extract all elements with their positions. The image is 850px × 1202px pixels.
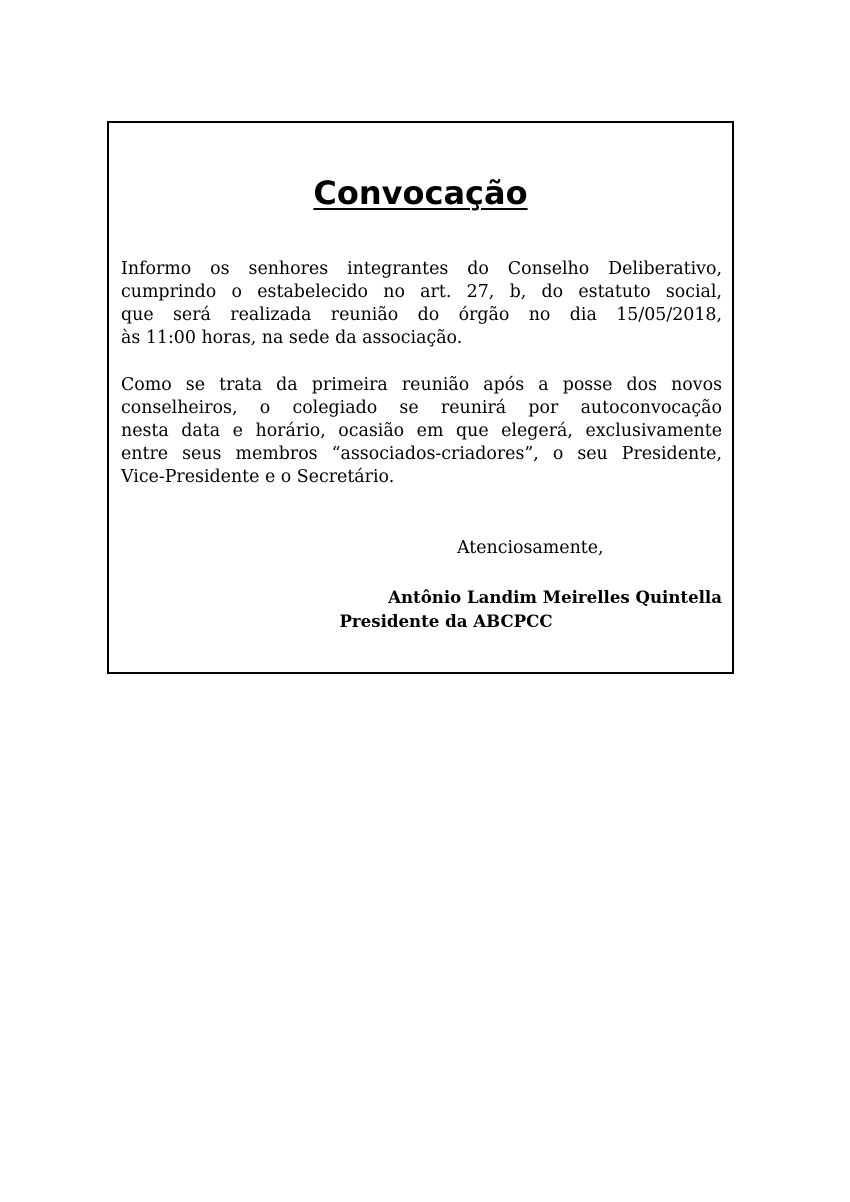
paragraph-1-line: às 11:00 horas, na sede da associação. [121,328,463,348]
paragraph-2-line: nesta data e horário, ocasião em que elegerá, exclusivamente [121,421,722,441]
signer-role: Presidente da ABCPCC [339,611,553,631]
paragraph-1-line: cumprindo o estabelecido no art. 27, b, do estatuto social, [121,282,722,302]
paragraph-2-line: Como se trata da primeira reunião após a posse dos novos [121,375,722,395]
notice-title: Convocação [313,174,528,212]
paragraph-1-line: que será realizada reunião do órgão no dia 15/05/2018, [121,305,722,325]
convocation-notice-box [107,121,734,674]
paragraph-1-line: Informo os senhores integrantes do Conselho Deliberativo, [121,259,722,279]
notice-paragraph-2 [121,374,722,489]
notice-paragraph-1 [121,258,722,350]
paragraph-2-line: conselheiros, o colegiado se reunirá por autoconvocação [121,398,722,418]
paragraph-2-line: entre seus membros “associados-criadores”, o seu Presidente, [121,444,722,464]
paragraph-2-line: Vice-Presidente e o Secretário. [121,467,395,487]
signer-name: Antônio Landim Meirelles Quintella [388,587,722,607]
closing-salutation: Atenciosamente, [457,538,604,558]
